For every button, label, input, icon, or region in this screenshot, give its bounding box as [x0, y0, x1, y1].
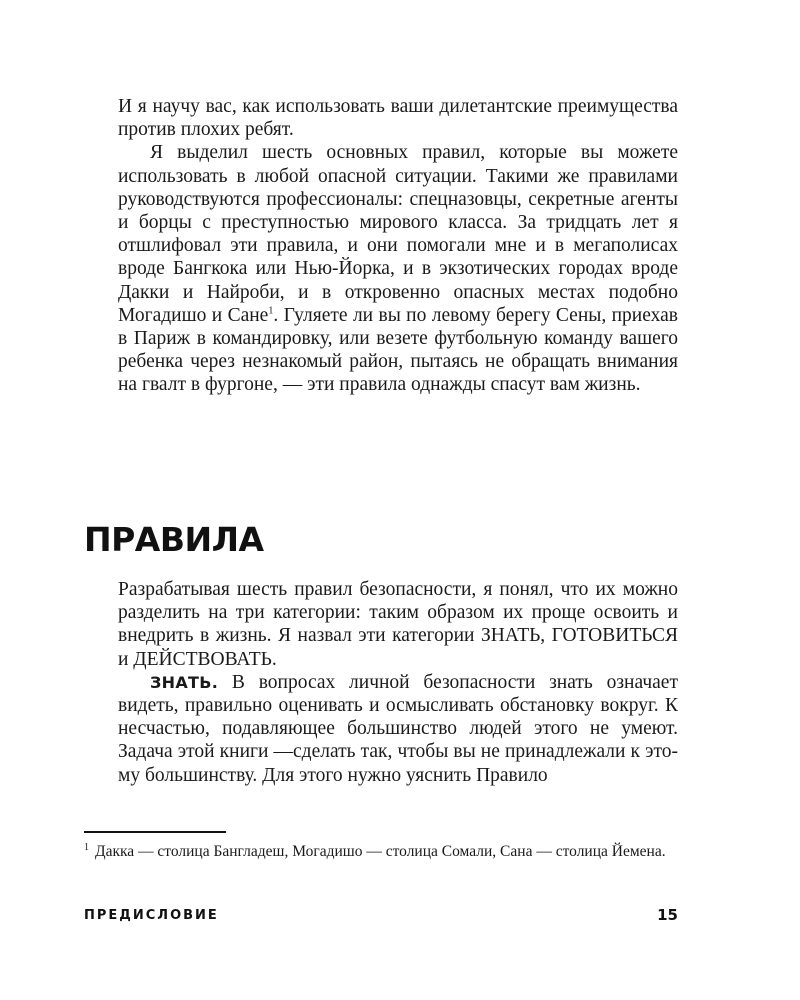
intro-text-block — [118, 95, 678, 397]
section-heading: ПРАВИЛА — [84, 520, 264, 559]
intro-paragraph-1: И я научу вас, как использовать ваши дилетантские преимущества против плохих ребят. — [118, 96, 678, 141]
footnote-divider — [84, 831, 226, 833]
intro-paragraph-2-part-1: Я выделил шесть основных правил, которые вы можете использовать в любой опасной ситуации. Такими же правилами руководствуются профессионалы: спецназовцы, секретные агенты и борцы с преступностью мирового класса. За тридцать лет я отшлифовал эти правила, и они помогали мне и в мегаполисах вроде Бангкока или Нью-Йорка, и в экзотических городах вроде Дакки и Найроби, и в откровенно опасных местах подобно Могадишо и Сане — [118, 142, 678, 326]
section-paragraph-1: Разрабатывая шесть правил безопасности, я понял, что их можно разделить на три категории: таким образом их проще освоить и внедрить в жизнь. Я назвал эти категории ЗНАТЬ, ГОТОВИТЬСЯ и ДЕЙСТВОВАТЬ. — [118, 579, 678, 670]
footnote — [84, 842, 678, 862]
footnote-number: 1 — [84, 841, 89, 853]
intro-paragraph-2-part-2: . Гуляете ли вы по левому берегу Сены, приехав в Париж в командировку, или везете футбольную команду вашего ребенка через незнакомый район, пытаясь не обращать внимания на гвалт в фургоне, — эти правила однажды спасут вам жизнь. — [118, 304, 678, 396]
section-paragraph-2-text: В вопросах личной безопасности знать означает видеть, правильно оценивать и осмысливать обстановку вокруг. К несчастью, подавляющее большинство людей этого не умеют. Задача этой книги —сделать так, чтобы вы не принадлежали к этому большинству. Для этого нужно уяснить Правило — [118, 671, 678, 786]
running-head: ПРЕДИСЛОВИЕ — [84, 908, 219, 923]
intro-paragraph-2 — [118, 141, 678, 396]
footnote-text: Дакка — столица Бангладеш, Могадишо — столица Сомали, Сана — столица Йемена. — [95, 843, 666, 860]
runin-label-know: ЗНАТЬ. — [150, 672, 219, 692]
footnote-reference[interactable]: 1 — [268, 305, 274, 317]
section-paragraph-2 — [118, 671, 678, 787]
page-number: 15 — [657, 906, 678, 924]
section-text-block — [118, 578, 678, 787]
